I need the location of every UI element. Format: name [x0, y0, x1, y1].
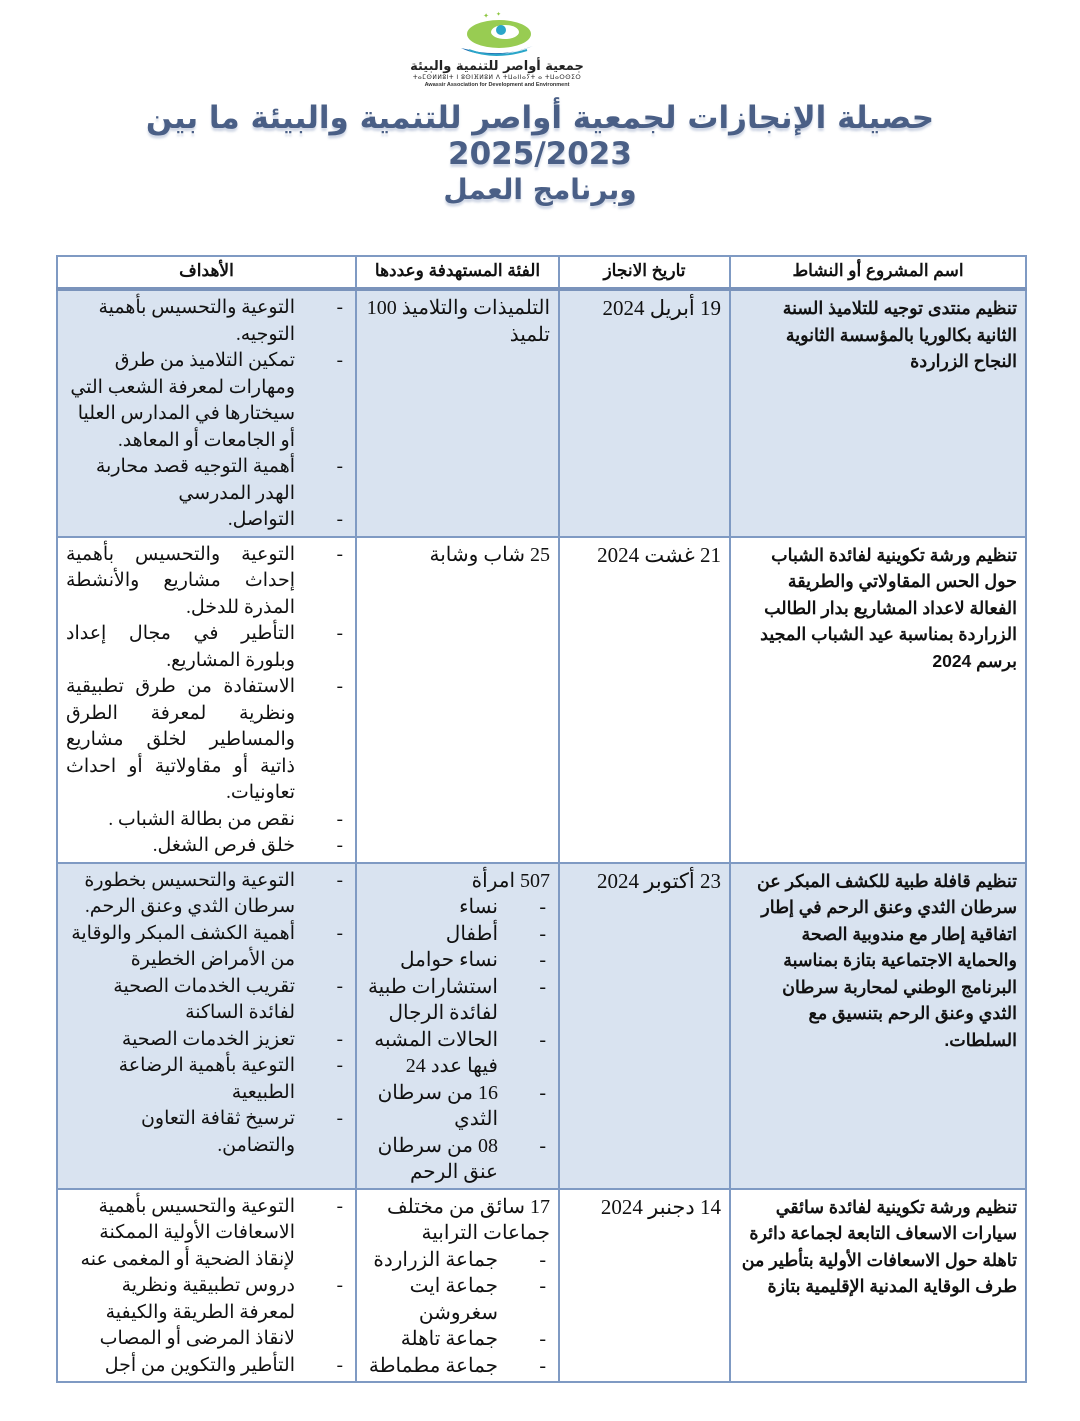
target-intro: التلميذات والتلاميذ 100 تلميذ	[366, 297, 550, 346]
target-list	[365, 1247, 550, 1380]
target-group	[356, 537, 559, 863]
project-name: تنظيم ورشة تكوينية لفائدة سائقي سيارات الاسعاف التابعة لجماعة دائرة تاهلة حول الاسعافات الأولية بتأطير من طرف الوقاية المدنية الإقليمية بتازة	[730, 1189, 1026, 1383]
target-intro: 25 شاب وشابة	[429, 543, 550, 566]
project-name: تنظيم منتدى توجيه للتلاميذ السنة الثانية بكالوريا بالمؤسسة الثانوية النجاح الزراردة	[730, 289, 1026, 537]
logo-name-tifinagh: ⵜⴰⵎⵙⵍⵍⵓⵏⵜ ⵏ ⵓⵙⵏⴼⵍⵓⵍ ⴷ ⵜⵡⴰⵏⵏⴰⵢⵜ ⴰ ⵜⵡⴰⵔⵙⵉⵔ	[412, 74, 582, 81]
goal-item: - التواصل.	[66, 507, 347, 534]
target-item: - جماعة ايت سغروشن	[365, 1273, 550, 1326]
completion-date: 19 أبريل 2024	[559, 289, 730, 537]
goal-item: - التوعية بأهمية الرضاعة الطبيعية	[66, 1053, 347, 1106]
goals-cell	[57, 289, 356, 537]
logo-name-arabic: جمعية أواصر للتنمية والبيئة	[410, 59, 584, 74]
table-row	[57, 1189, 1026, 1383]
table-row	[57, 537, 1026, 863]
table-row	[57, 863, 1026, 1189]
goal-item: - أهمية الكشف المبكر والوقاية من الأمراض الخطيرة	[66, 921, 347, 974]
goal-item: - نقص من بطالة الشباب .	[66, 807, 347, 834]
target-item: - نساء حوامل	[365, 947, 550, 974]
table-row	[57, 289, 1026, 537]
completion-date: 14 دجنبر 2024	[559, 1189, 730, 1383]
goal-item: - خلق فرص الشغل.	[66, 833, 347, 860]
goals-cell	[57, 1189, 356, 1383]
goals-cell	[57, 537, 356, 863]
target-item: - 08 من سرطان عنق الرحم	[365, 1133, 550, 1186]
target-item: - استشارات طبية لفائدة الرجال	[365, 974, 550, 1027]
association-logo	[392, 10, 602, 95]
goal-item: - التوعية والتحسيس بأهمية الاسعافات الأولية الممكنة لإنقاذ الضحية أو المغمى عنه	[66, 1194, 347, 1274]
goal-item: - التوعية والتحسيس بأهمية التوجيه.	[66, 295, 347, 348]
target-group	[356, 289, 559, 537]
target-item: - أطفال	[365, 921, 550, 948]
goals-list	[66, 1194, 347, 1380]
svg-text:✦: ✦	[495, 11, 501, 18]
goal-item: - التأطير في مجال إعداد وبلورة المشاريع.	[66, 621, 347, 674]
column-header-goals: الأهداف	[57, 256, 356, 289]
target-intro: 17 سائق من مختلف جماعات الترابية	[386, 1195, 550, 1244]
goal-item: - تقريب الخدمات الصحية لفائدة الساكنة	[66, 974, 347, 1027]
target-group	[356, 863, 559, 1189]
logo-emblem-icon	[449, 10, 545, 62]
target-item: - الحالات المشبه فيها عدد 24	[365, 1027, 550, 1080]
goal-item: - التوعية والتحسيس بخطورة سرطان الثدي وعنق الرحم.	[66, 868, 347, 921]
goals-list	[66, 542, 347, 860]
table-header-row	[57, 256, 1026, 289]
goal-item: - الاستفادة من طرق تطبيقية ونظرية لمعرفة الطرق والمساطير لخلق مشاريع ذاتية أو مقاولاتية أو احداث تعاونيات.	[66, 674, 347, 807]
goal-item: - تمكين التلاميذ من طرق ومهارات لمعرفة الشعب التي سيختارها في المدارس العليا أو الجامعات أو المعاهد.	[66, 348, 347, 454]
project-name: تنظيم ورشة تكوينية لفائدة الشباب حول الحس المقاولاتي والطريقة الفعالة لاعداد المشاريع بدار الطالب الزراردة بمناسبة عيد الشباب المجيد برسم 2024	[730, 537, 1026, 863]
target-intro: 507 امرأة	[471, 869, 550, 892]
goals-cell	[57, 863, 356, 1189]
goal-item: - دروس تطبيقية ونظرية لمعرفة الطريقة والكيفية لانقاذ المرضى أو المصاب	[66, 1273, 347, 1353]
target-list	[365, 894, 550, 1186]
svg-text:✦: ✦	[483, 12, 489, 20]
goal-item: - أهمية التوجيه قصد محاربة الهدر المدرسي	[66, 454, 347, 507]
logo-name-english: Awassir Association for Development and Environment	[424, 82, 570, 88]
column-header-date: تاريخ الانجاز	[559, 256, 730, 289]
project-name: تنظيم قافلة طبية للكشف المبكر عن سرطان الثدي وعنق الرحم في إطار اتفاقية إطار مع مندوبية الصحة والحماية الاجتماعية بتازة بمناسبة البرنامج الوطني لمحاربة سرطان الثدي وعنق الرحم بتنسيق مع السلطات.	[730, 863, 1026, 1189]
target-item: - نساء	[365, 894, 550, 921]
goals-list	[66, 868, 347, 1160]
goals-list	[66, 295, 347, 534]
achievements-table	[56, 255, 1027, 1383]
goal-item: - تعزيز الخدمات الصحية	[66, 1027, 347, 1054]
goal-item: - التأطير والتكوين من أجل	[66, 1353, 347, 1380]
target-group	[356, 1189, 559, 1383]
target-item: - جماعة تاهلة	[365, 1326, 550, 1353]
target-item: - 16 من سرطان الثدي	[365, 1080, 550, 1133]
goal-item: - ترسيخ ثقافة التعاون والتضامن.	[66, 1106, 347, 1159]
goal-item: - التوعية والتحسيس بأهمية إحداث مشاريع والأنشطة المذرة للدخل.	[66, 542, 347, 622]
target-item: - جماعة الزراردة	[365, 1247, 550, 1274]
column-header-project: اسم المشروع أو النشاط	[730, 256, 1026, 289]
page-subtitle: وبرنامج العمل	[443, 173, 637, 206]
column-header-target: الفئة المستهدفة وعددها	[356, 256, 559, 289]
target-item: - جماعة مطماطة	[365, 1353, 550, 1380]
completion-date: 21 غشت 2024	[559, 537, 730, 863]
page-title: حصيلة الإنجازات لجمعية أواصر للتنمية والبيئة ما بين 2025/2023	[145, 100, 935, 172]
completion-date: 23 أكتوبر 2024	[559, 863, 730, 1189]
